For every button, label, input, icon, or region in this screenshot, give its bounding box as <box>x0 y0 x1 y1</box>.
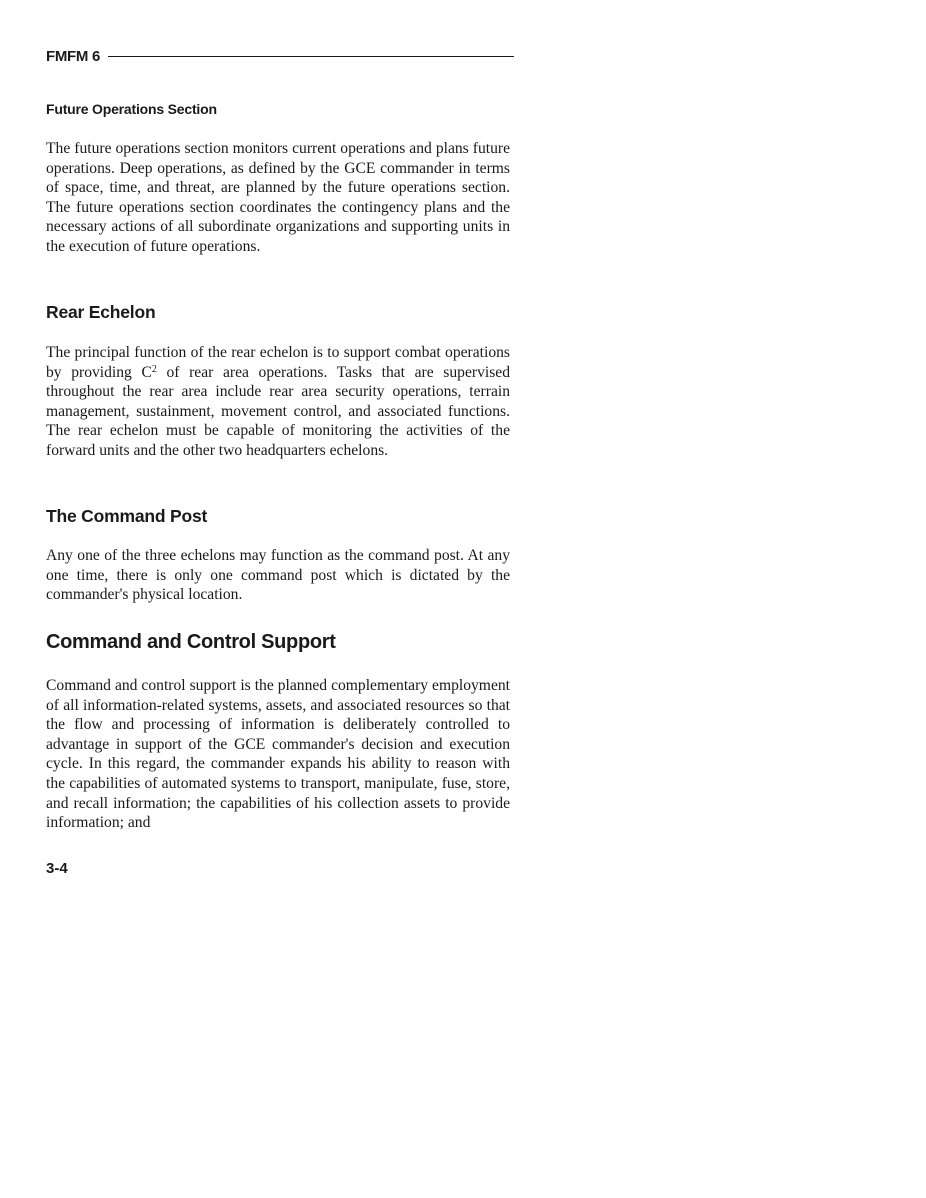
running-head <box>46 48 514 65</box>
running-head-label: FMFM 6 <box>46 48 101 65</box>
rear-echelon-text-part-2: of rear area operations. Tasks that are supervised throughout the rear area include rear area security operations, terrain management, sustainment, movement control, and associated functions. The rear echelon must be capable of monitoring the activities of the forward units and the other two headquarters echelons. <box>46 363 510 459</box>
future-operations-heading: Future Operations Section <box>46 101 217 117</box>
page-number: 3-4 <box>46 860 68 877</box>
rear-echelon-heading: Rear Echelon <box>46 302 156 322</box>
rear-echelon-paragraph <box>46 343 510 461</box>
c2-support-paragraph: Command and control support is the planned complementary employment of all information-related systems, assets, and associated resources so that the flow and processing of information is deliberately controlled to advantage in support of the GCE commander's decision and execution cycle. In this regard, the commander expands his ability to reason with the capabilities of automated systems to transport, manipulate, fuse, store, and recall information; the capabilities of his collection assets to provide information; and <box>46 677 510 832</box>
superscript-two: 2 <box>151 363 157 375</box>
rear-echelon-text-part-1: The principal function of the rear echelon is to support combat operations by providing C <box>46 344 510 381</box>
command-post-paragraph: Any one of the three echelons may function as the command post. At any one time, there is only one command post which is dictated by the commander's physical location. <box>46 547 510 604</box>
command-post-heading: The Command Post <box>46 506 208 526</box>
running-head-rule <box>108 56 514 57</box>
c2-support-heading: Command and Control Support <box>46 631 336 653</box>
future-operations-paragraph: The future operations section monitors current operations and plans future operations. Deep operations, as defined by the GCE commander in terms of space, time, and threat, are planned by the future operations section. The future operations section coordinates the contingency plans and the necessary actions of all subordinate organizations and supporting units in the execution of future operations. <box>46 140 510 255</box>
